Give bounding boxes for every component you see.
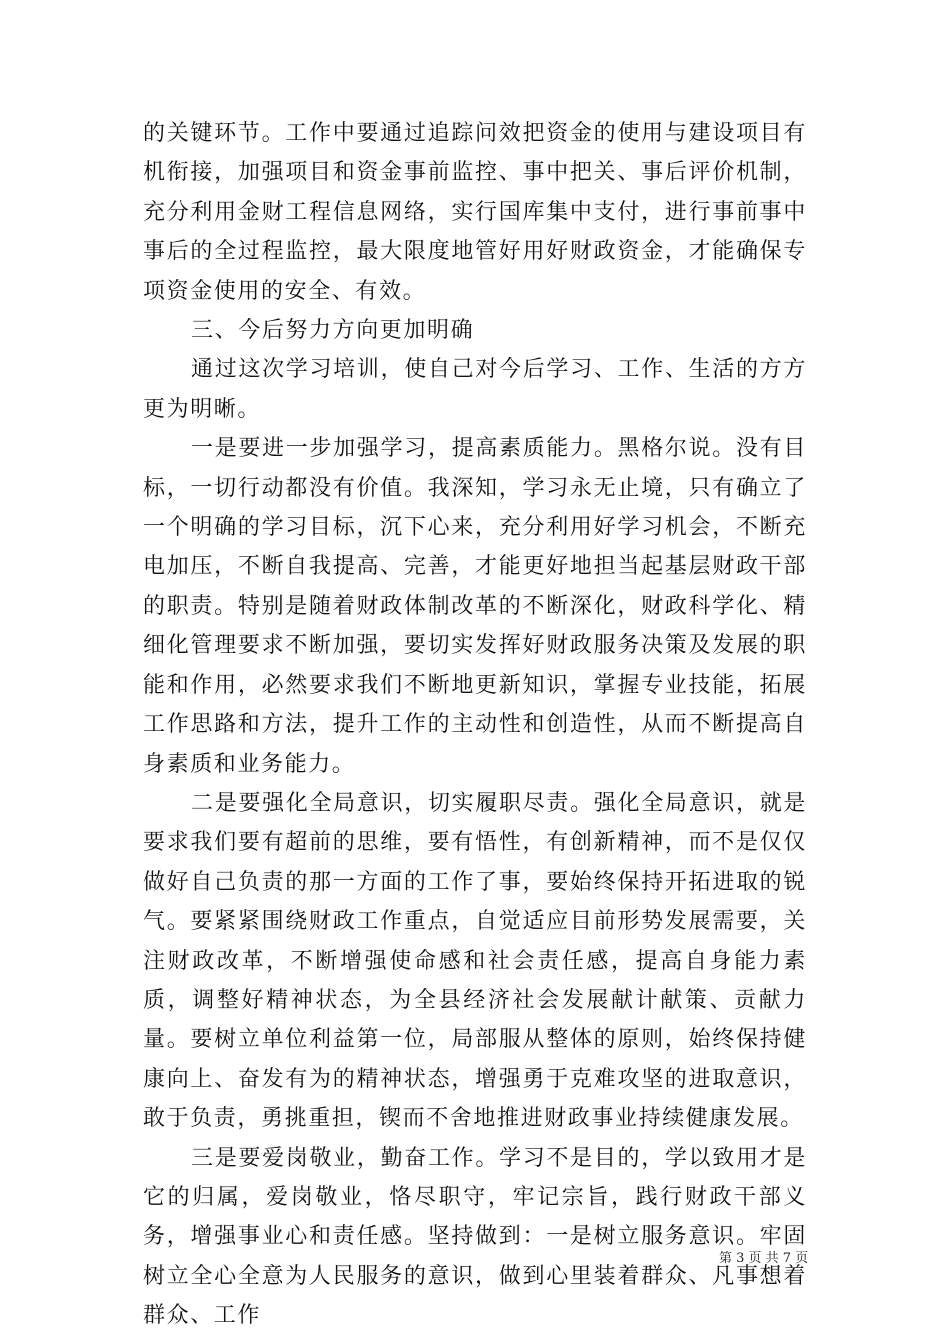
paragraph-point-one: 一是要进一步加强学习，提高素质能力。黑格尔说。没有目标，一切行动都没有价值。我深知，学习永无止境，只有确立了一个明确的学习目标，沉下心来，充分利用好学习机会，不断充电加压，不断自我提高、完善，才能更好地担当起基层财政干部的职责。特别是随着财政体制改革的不断深化，财政科学化、精细化管理要求不断加强，要切实发挥好财政服务决策及发展的职能和作用，必然要求我们不断地更新知识，掌握专业技能，拓展工作思路和方法，提升工作的主动性和创造性，从而不断提高自身素质和业务能力。 (143, 436, 807, 777)
paragraph-point-two: 二是要强化全局意识，切实履职尽责。强化全局意识，就是要求我们要有超前的思维，要有悟性，有创新精神，而不是仅仅做好自己负责的那一方面的工作了事，要始终保持开拓进取的锐气。要紧紧围绕财政工作重点，自觉适应目前形势发展需要，关注财政改革，不断增强使命感和社会责任感，提高自身能力素质，调整好精神状态，为全县经济社会发展献计献策、贡献力量。要树立单位利益第一位，局部服从整体的原则，始终保持健康向上、奋发有为的精神状态，增强勇于克难攻坚的进取意识，敢于负责，勇挑重担，锲而不舍地推进财政事业持续健康发展。 (143, 790, 807, 1132)
paragraph-intro: 通过这次学习培训，使自己对今后学习、工作、生活的方方更为明晰。 (143, 357, 807, 422)
document-body (143, 114, 807, 1336)
page-number-footer: 第 3 页 共 7 页 (719, 1251, 809, 1266)
paragraph-point-three: 三是要爱岗敬业，勤奋工作。学习不是目的，学以致用才是它的归属，爱岗敬业，恪尽职守，牢记宗旨，践行财政干部义务，增强事业心和责任感。坚持做到：一是树立服务意识。牢固树立全心全意为人民服务的意识，做到心里装着群众、凡事想着群众、工作 (143, 1145, 807, 1329)
paragraph-continuation: 的关键环节。工作中要通过追踪问效把资金的使用与建设项目有机衔接，加强项目和资金事前监控、事中把关、事后评价机制，充分利用金财工程信息网络，实行国库集中支付，进行事前事中事后的全过程监控，最大限度地管好用好财政资金，才能确保专项资金使用的安全、有效。 (143, 121, 807, 304)
section-heading: 三、今后努力方向更加明确 (191, 318, 475, 344)
